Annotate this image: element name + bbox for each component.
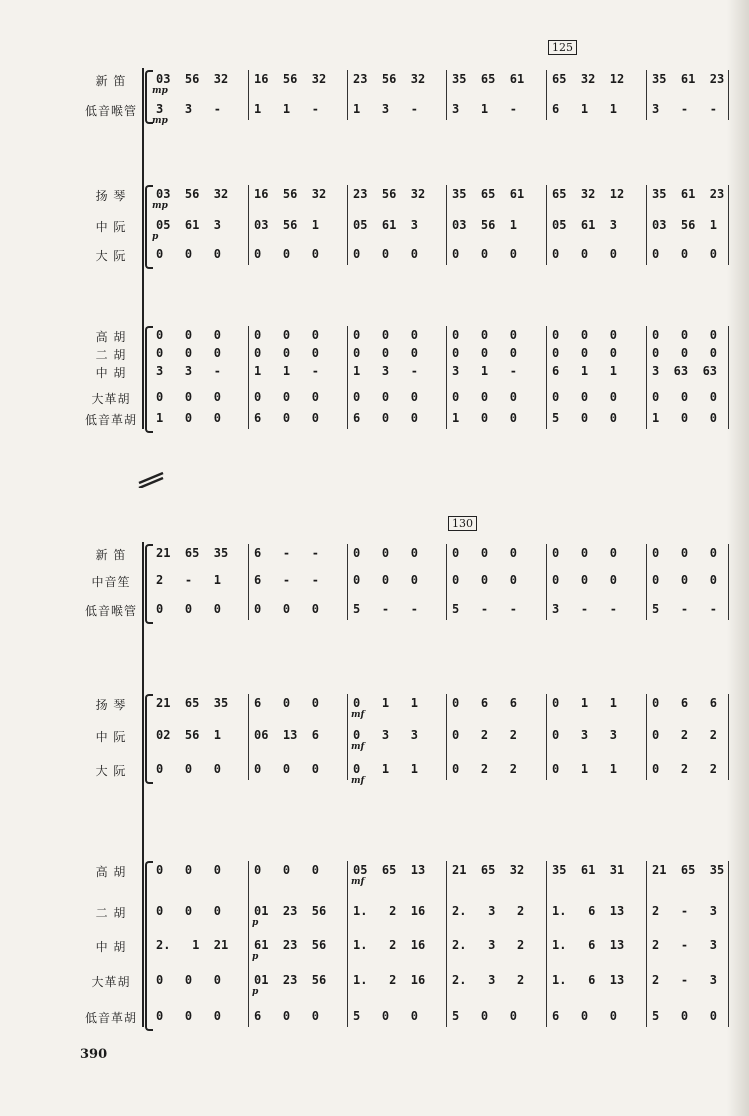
dynamic-marking: mf [351,742,365,752]
barline [347,326,348,429]
measure-notes: 0 1 1 [353,762,419,776]
measure-notes: 0 0 0 [156,346,222,360]
instrument-label: 扬 琴 [95,698,127,712]
dynamic-marking: mf [351,776,365,786]
dynamic-marking: p [252,952,259,962]
barline [546,185,547,265]
measure-notes: 0 0 0 [353,546,419,560]
barline [248,861,249,1027]
measure-notes: 01 23 56 [254,904,327,918]
measure-notes: 2. 3 2 [452,904,525,918]
measure-notes: 0 0 0 [452,573,518,587]
instrument-label: 中音笙 [91,575,131,589]
measure-notes: 6 - - [254,546,320,560]
measure-notes: 02 56 1 [156,728,222,742]
measure-notes: 16 56 32 [254,187,327,201]
measure-notes: 35 61 31 [552,863,625,877]
instrument-label: 新 笛 [95,548,127,562]
instrument-label: 扬 琴 [95,189,127,203]
measure-notes: 2 - 3 [652,904,718,918]
measure-notes: 2. 3 2 [452,973,525,987]
measure-notes: 1 3 - [353,102,419,116]
measure-notes: 0 0 0 [353,573,419,587]
barline [446,326,447,429]
group-brace [145,544,153,624]
measure-notes: 05 61 3 [552,218,618,232]
measure-notes: 0 0 0 [552,346,618,360]
measure-notes: 3 3 - [156,364,222,378]
measure-notes: 03 56 32 [156,72,229,86]
instrument-label: 大革胡 [91,392,131,406]
measure-notes: 05 61 3 [156,218,222,232]
measure-notes: 0 0 0 [156,863,222,877]
rehearsal-mark: 125 [548,40,577,55]
measure-notes: 0 0 0 [254,602,320,616]
measure-notes: 35 61 23 [652,72,725,86]
dynamic-marking: mf [351,877,365,887]
system-break-mark [138,470,164,488]
barline [446,861,447,1027]
measure-notes: 21 65 32 [452,863,525,877]
measure-notes: 6 0 0 [254,1009,320,1023]
dynamic-marking: mp [152,116,168,126]
barline [347,861,348,1027]
instrument-label: 新 笛 [95,74,127,88]
measure-notes: 0 0 0 [652,573,718,587]
instrument-label: 低音喉管 [84,104,137,118]
barline [728,544,729,620]
barline [728,185,729,265]
measure-notes: 3 1 - [452,364,518,378]
measure-notes: 0 0 0 [452,546,518,560]
barline [446,544,447,620]
measure-notes: 0 0 0 [156,328,222,342]
measure-notes: 0 0 0 [353,247,419,261]
measure-notes: 0 0 0 [652,546,718,560]
measure-notes: 6 1 1 [552,102,618,116]
measure-notes: 2 - 3 [652,973,718,987]
group-brace [145,694,153,784]
measure-notes: 23 56 32 [353,72,426,86]
barline [248,326,249,429]
dynamic-marking: p [152,232,159,242]
measure-notes: 0 0 0 [652,328,718,342]
measure-notes: 61 23 56 [254,938,327,952]
instrument-label: 中 胡 [95,940,127,954]
measure-notes: 1 1 - [254,364,320,378]
measure-notes: 03 56 1 [652,218,718,232]
measure-notes: 21 65 35 [156,546,229,560]
barline [546,70,547,120]
measure-notes: 3 3 - [156,102,222,116]
measure-notes: 0 0 0 [254,390,320,404]
measure-notes: 06 13 6 [254,728,320,742]
barline [728,694,729,780]
measure-notes: 0 0 0 [156,904,222,918]
measure-notes: 21 65 35 [156,696,229,710]
measure-notes: 65 32 12 [552,187,625,201]
measure-notes: 5 - - [452,602,518,616]
measure-notes: 0 0 0 [652,346,718,360]
measure-notes: 5 0 0 [353,1009,419,1023]
measure-notes: 3 - - [652,102,718,116]
barline [347,185,348,265]
measure-notes: 0 3 3 [552,728,618,742]
measure-notes: 5 0 0 [452,1009,518,1023]
dynamic-marking: p [252,987,259,997]
measure-notes: 0 0 0 [652,247,718,261]
measure-notes: 05 65 13 [353,863,426,877]
instrument-label: 低音喉管 [84,604,137,618]
barline [546,544,547,620]
measure-notes: 0 2 2 [452,728,518,742]
measure-notes: 0 2 2 [652,762,718,776]
dynamic-marking: mp [152,86,168,96]
measure-notes: 0 0 0 [156,247,222,261]
rehearsal-mark: 130 [448,516,477,531]
measure-notes: 1. 2 16 [353,938,426,952]
measure-notes: 0 6 6 [452,696,518,710]
measure-notes: 0 0 0 [254,863,320,877]
instrument-label: 低音革胡 [84,413,137,427]
measure-notes: 0 1 1 [552,762,618,776]
measure-notes: 1. 6 13 [552,973,625,987]
instrument-label: 大革胡 [91,975,131,989]
measure-notes: 0 0 0 [452,247,518,261]
measure-notes: 0 0 0 [353,328,419,342]
measure-notes: 16 56 32 [254,72,327,86]
measure-notes: 0 0 0 [254,346,320,360]
instrument-label: 二 胡 [95,906,127,920]
measure-notes: 3 63 63 [652,364,718,378]
measure-notes: 0 0 0 [552,247,618,261]
barline [646,326,647,429]
barline [446,185,447,265]
measure-notes: 0 0 0 [652,390,718,404]
barline [646,544,647,620]
measure-notes: 0 0 0 [552,546,618,560]
instrument-label: 中 胡 [95,366,127,380]
measure-notes: 35 61 23 [652,187,725,201]
measure-notes: 23 56 32 [353,187,426,201]
measure-notes: 2. 1 21 [156,938,229,952]
measure-notes: 5 - - [652,602,718,616]
measure-notes: 03 56 1 [452,218,518,232]
measure-notes: 6 0 0 [552,1009,618,1023]
measure-notes: 0 3 3 [353,728,419,742]
measure-notes: 1 0 0 [156,411,222,425]
measure-notes: 6 0 0 [254,411,320,425]
instrument-label: 中 阮 [95,220,127,234]
barline [646,861,647,1027]
barline [646,185,647,265]
dynamic-marking: p [252,918,259,928]
instrument-label: 高 胡 [95,330,127,344]
measure-notes: 2 - 1 [156,573,222,587]
measure-notes: 0 0 0 [156,762,222,776]
measure-notes: 1. 6 13 [552,904,625,918]
measure-notes: 35 65 61 [452,72,525,86]
measure-notes: 0 2 2 [452,762,518,776]
instrument-label: 低音革胡 [84,1011,137,1025]
measure-notes: 1 0 0 [652,411,718,425]
barline [546,694,547,780]
barline [728,70,729,120]
barline [546,861,547,1027]
measure-notes: 35 65 61 [452,187,525,201]
barline [248,544,249,620]
barline [347,544,348,620]
measure-notes: 0 0 0 [353,346,419,360]
instrument-label: 高 胡 [95,865,127,879]
barline [248,694,249,780]
measure-notes: 0 0 0 [254,762,320,776]
measure-notes: 0 0 0 [156,390,222,404]
measure-notes: 0 0 0 [552,328,618,342]
measure-notes: 0 0 0 [552,573,618,587]
barline [546,326,547,429]
measure-notes: 1. 6 13 [552,938,625,952]
measure-notes: 6 1 1 [552,364,618,378]
measure-notes: 0 0 0 [353,390,419,404]
instrument-label: 大 阮 [95,764,127,778]
barline [347,70,348,120]
measure-notes: 5 - - [353,602,419,616]
measure-notes: 0 0 0 [452,328,518,342]
measure-notes: 0 2 2 [652,728,718,742]
measure-notes: 3 1 - [452,102,518,116]
barline [347,694,348,780]
measure-notes: 0 1 1 [353,696,419,710]
measure-notes: 0 0 0 [254,328,320,342]
measure-notes: 0 0 0 [452,346,518,360]
measure-notes: 5 0 0 [652,1009,718,1023]
measure-notes: 6 0 0 [353,411,419,425]
measure-notes: 0 0 0 [156,1009,222,1023]
barline [646,694,647,780]
measure-notes: 03 56 32 [156,187,229,201]
measure-notes: 1. 2 16 [353,973,426,987]
page-number: 390 [80,1047,108,1062]
instrument-label: 二 胡 [95,348,127,362]
measure-notes: 1. 2 16 [353,904,426,918]
measure-notes: 0 6 6 [652,696,718,710]
dynamic-marking: mp [152,201,168,211]
measure-notes: 6 0 0 [254,696,320,710]
group-brace [145,861,153,1031]
group-brace [145,185,153,269]
measure-notes: 0 1 1 [552,696,618,710]
measure-notes: 0 0 0 [452,390,518,404]
measure-notes: 05 61 3 [353,218,419,232]
measure-notes: 2 - 3 [652,938,718,952]
barline [248,185,249,265]
system-line [142,542,144,1027]
dynamic-marking: mf [351,710,365,720]
measure-notes: 2. 3 2 [452,938,525,952]
measure-notes: 0 0 0 [156,973,222,987]
instrument-label: 中 阮 [95,730,127,744]
instrument-label: 大 阮 [95,249,127,263]
barline [446,70,447,120]
measure-notes: 01 23 56 [254,973,327,987]
barline [646,70,647,120]
measure-notes: 0 0 0 [254,247,320,261]
barline [728,326,729,429]
measure-notes: 5 0 0 [552,411,618,425]
barline [248,70,249,120]
measure-notes: 3 - - [552,602,618,616]
measure-notes: 21 65 35 [652,863,725,877]
measure-notes: 1 1 - [254,102,320,116]
barline [446,694,447,780]
page-edge-shadow [727,0,749,1116]
measure-notes: 65 32 12 [552,72,625,86]
measure-notes: 0 0 0 [156,602,222,616]
group-brace [145,326,153,433]
barline [728,861,729,1027]
measure-notes: 03 56 1 [254,218,320,232]
measure-notes: 0 0 0 [552,390,618,404]
system-line [142,68,144,429]
measure-notes: 1 0 0 [452,411,518,425]
measure-notes: 1 3 - [353,364,419,378]
measure-notes: 6 - - [254,573,320,587]
